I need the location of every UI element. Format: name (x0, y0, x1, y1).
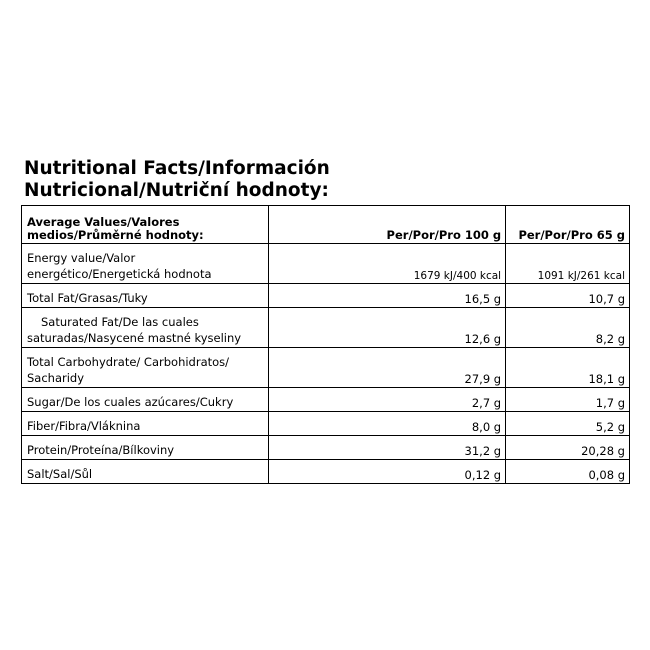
row-value-per-100g: 8,0 g (268, 412, 505, 436)
title-line-2: Nutricional/Nutriční hodnoty: (24, 180, 329, 201)
row-label-fiber: Fiber/Fibra/Vláknina (22, 412, 269, 436)
page-title (24, 158, 330, 202)
header-label-line-2: medios/Průměrné hodnoty: (27, 228, 204, 242)
row-value-per-65g: 20,28 g (506, 436, 630, 460)
row-value-per-65g: 8,2 g (506, 308, 630, 348)
row-label-line-1: Energy value/Valor (27, 251, 136, 265)
table-row (22, 436, 630, 460)
row-label-total-fat: Total Fat/Grasas/Tuky (22, 284, 269, 308)
table-row (22, 412, 630, 436)
row-label-salt: Salt/Sal/Sůl (22, 460, 269, 484)
row-value-per-65g: 18,1 g (506, 348, 630, 388)
row-label-line-2: Sacharidy (27, 371, 85, 385)
row-value-per-65g: 5,2 g (506, 412, 630, 436)
row-value-per-100g: 0,12 g (268, 460, 505, 484)
header-average-values (22, 206, 269, 244)
row-label-total-carbohydrate (22, 348, 269, 388)
row-label-line-1: Total Carbohydrate/ Carbohidratos/ (27, 355, 230, 369)
row-label-saturated-fat (22, 308, 269, 348)
row-label-line-1: Saturated Fat/De las cuales (41, 315, 199, 329)
row-value-per-65g: 1091 kJ/261 kcal (506, 244, 630, 284)
table-row (22, 388, 630, 412)
row-value-per-65g: 10,7 g (506, 284, 630, 308)
row-value-per-100g: 27,9 g (268, 348, 505, 388)
row-label-protein: Protein/Proteína/Bílkoviny (22, 436, 269, 460)
row-label-energy (22, 244, 269, 284)
row-value-per-65g: 1,7 g (506, 388, 630, 412)
row-label-line-2: saturadas/Nasycené mastné kyseliny (27, 331, 242, 345)
table-header-row (22, 206, 630, 244)
table-row (22, 348, 630, 388)
table-row (22, 460, 630, 484)
row-value-per-65g: 0,08 g (506, 460, 630, 484)
row-value-per-100g: 12,6 g (268, 308, 505, 348)
table-row (22, 308, 630, 348)
row-value-per-100g: 2,7 g (268, 388, 505, 412)
title-line-1: Nutritional Facts/Información (24, 158, 330, 179)
header-per-100g: Per/Por/Pro 100 g (268, 206, 505, 244)
header-label-line-1: Average Values/Valores (27, 215, 180, 229)
table-row (22, 284, 630, 308)
row-label-line-2: energético/Energetická hodnota (27, 267, 212, 281)
row-value-per-100g: 31,2 g (268, 436, 505, 460)
row-value-per-100g: 1679 kJ/400 kcal (268, 244, 505, 284)
row-value-per-100g: 16,5 g (268, 284, 505, 308)
table-row (22, 244, 630, 284)
row-label-sugar: Sugar/De los cuales azúcares/Cukry (22, 388, 269, 412)
nutrition-table (21, 205, 630, 484)
header-per-65g: Per/Por/Pro 65 g (506, 206, 630, 244)
